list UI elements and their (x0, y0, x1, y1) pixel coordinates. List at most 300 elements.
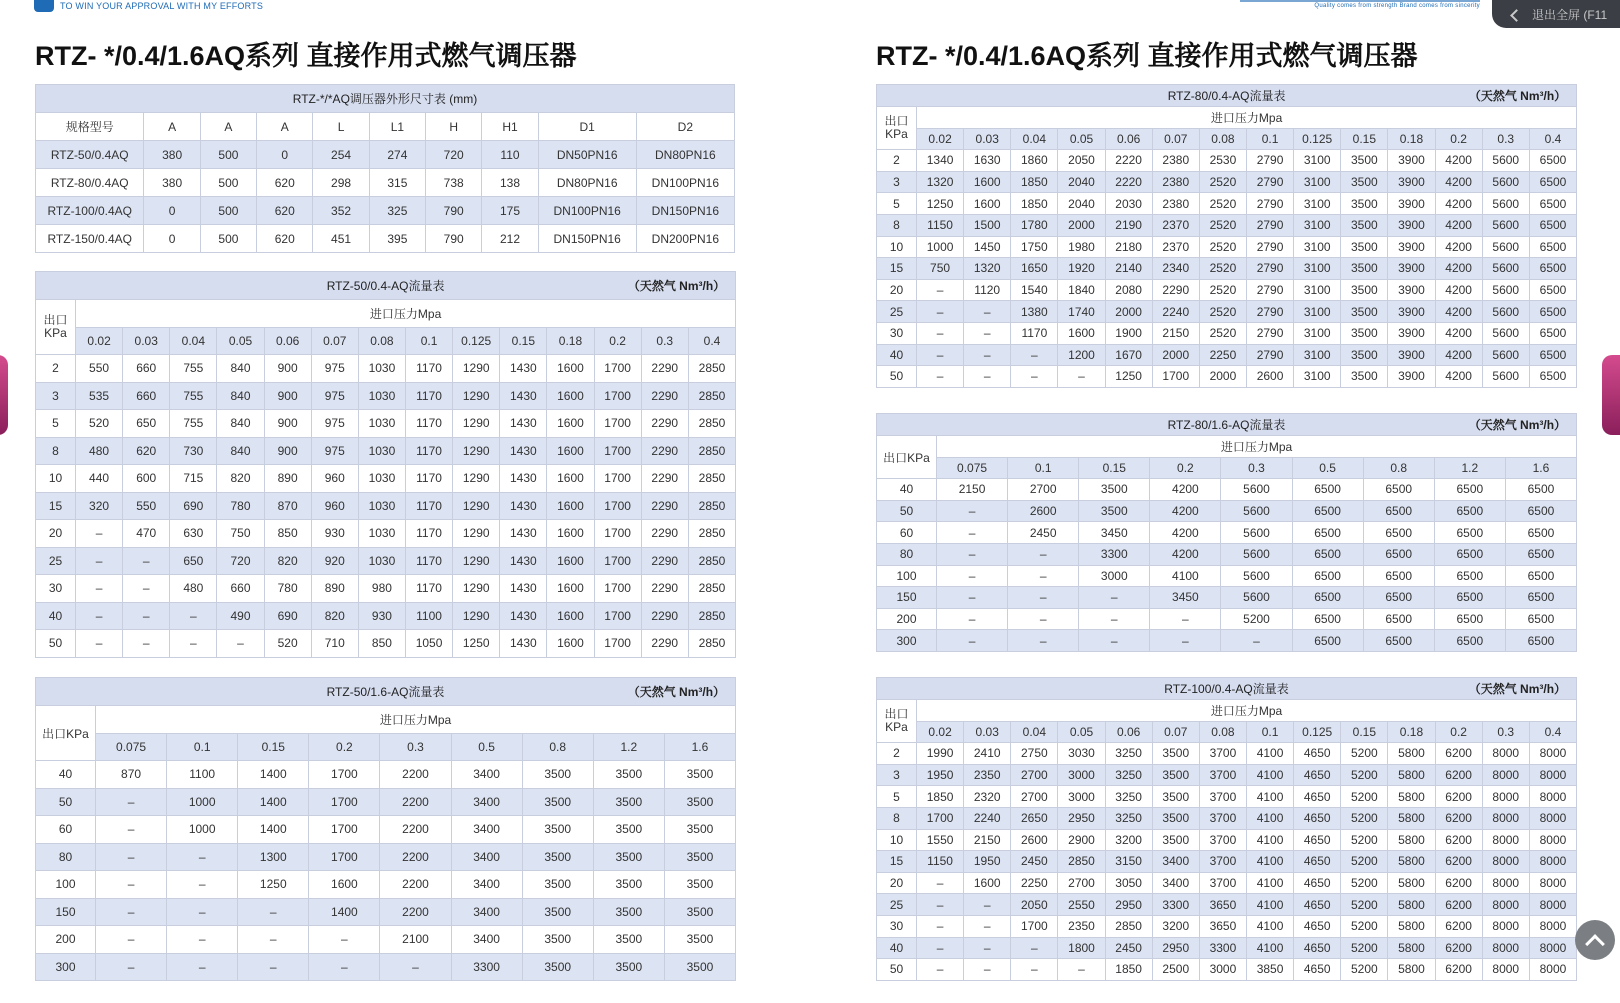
exit-fullscreen-button[interactable] (1492, 0, 1620, 28)
table-row (877, 214, 1577, 236)
table-row (36, 225, 735, 253)
table-cell: 3900 (1388, 236, 1435, 258)
table-cell: 2000 (1199, 366, 1246, 388)
table-cell: 4650 (1294, 937, 1341, 959)
table-cell: 2790 (1246, 171, 1293, 193)
table-cell: 2290 (641, 547, 688, 575)
table-cell: 2050 (1011, 894, 1058, 916)
table-cell: 60 (877, 522, 937, 544)
table-cell: 2600 (1008, 500, 1079, 522)
table-row (877, 150, 1577, 172)
table-cell: 490 (217, 602, 264, 630)
table-row (877, 258, 1577, 280)
table-cell: – (96, 816, 167, 844)
table-cell: 8000 (1482, 894, 1529, 916)
table-cell: 5 (36, 410, 76, 438)
table-cell: – (937, 608, 1008, 630)
flow-grid (876, 413, 1577, 652)
table-cell: 2790 (1246, 322, 1293, 344)
table-cell: 4650 (1294, 807, 1341, 829)
table-cell: 6500 (1292, 565, 1363, 587)
table-cell: – (917, 322, 964, 344)
table-cell: – (937, 522, 1008, 544)
table-cell: 3500 (1341, 258, 1388, 280)
table-cell: 730 (170, 437, 217, 465)
table-row (36, 520, 736, 548)
table-cell: 1380 (1011, 301, 1058, 323)
table-cell: – (380, 953, 451, 981)
table-title: RTZ-50/0.4-AQ流量表 (326, 279, 445, 293)
flow-table-rtz50-16 (35, 677, 735, 981)
table-cell: 6500 (1505, 500, 1576, 522)
table-cell: 380 (144, 169, 200, 197)
pressure-header: 0.4 (1529, 128, 1576, 150)
flow-grid (876, 84, 1577, 388)
table-cell: 4200 (1435, 366, 1482, 388)
table-cell: 6500 (1434, 630, 1505, 652)
table-cell: 5800 (1388, 937, 1435, 959)
table-cell: 3400 (451, 761, 522, 789)
table-cell: 3100 (1294, 301, 1341, 323)
table-row (36, 410, 736, 438)
table-cell: 1700 (594, 465, 641, 493)
column-header: L (313, 113, 369, 141)
table-cell: 2520 (1199, 236, 1246, 258)
table-cell: 4650 (1294, 786, 1341, 808)
table-cell: 1600 (547, 465, 594, 493)
table-cell: – (1079, 587, 1150, 609)
brand-right-subtitle: Quality comes from strength Brand comes from sincerity (1314, 3, 1480, 9)
table-row (877, 807, 1577, 829)
table-cell: 5800 (1388, 851, 1435, 873)
inlet-pressure-label: 进口压力Mpa (917, 700, 1577, 722)
table-cell: 900 (264, 437, 311, 465)
table-cell: 1550 (917, 829, 964, 851)
table-cell: 6500 (1292, 587, 1363, 609)
table-cell: 2290 (641, 520, 688, 548)
table-cell: 620 (257, 197, 313, 225)
table-cell: – (1008, 608, 1079, 630)
table-row (877, 608, 1577, 630)
table-cell: 6500 (1529, 344, 1576, 366)
table-cell: 1900 (1105, 322, 1152, 344)
table-cell: 2900 (1058, 829, 1105, 851)
table-cell: 6500 (1505, 522, 1576, 544)
table-row (877, 915, 1577, 937)
table-cell: 620 (257, 225, 313, 253)
pressure-header: 0.03 (964, 721, 1011, 743)
table-cell: 1980 (1058, 236, 1105, 258)
pressure-header: 0.075 (96, 733, 167, 761)
table-cell: 2250 (1011, 872, 1058, 894)
table-unit: （天然气 Nm³/h） (1468, 89, 1567, 103)
table-cell: – (964, 301, 1011, 323)
table-cell: 2410 (964, 743, 1011, 765)
table-cell: 3100 (1294, 214, 1341, 236)
back-to-top-button[interactable] (1575, 920, 1615, 960)
table-cell: 2600 (1246, 366, 1293, 388)
chevron-up-icon (1585, 934, 1605, 954)
table-cell: 2380 (1152, 193, 1199, 215)
table-cell: – (76, 630, 123, 658)
table-row (877, 743, 1577, 765)
table-cell: 930 (358, 602, 405, 630)
table-cell: 820 (217, 465, 264, 493)
table-cell: 1600 (547, 355, 594, 383)
pressure-header: 0.02 (76, 327, 123, 355)
table-cell: 650 (123, 410, 170, 438)
table-cell: 870 (264, 492, 311, 520)
table-cell: 298 (313, 169, 369, 197)
table-cell: 3400 (451, 898, 522, 926)
table-cell: 6500 (1505, 587, 1576, 609)
table-cell: 8 (877, 807, 917, 829)
table-cell: 480 (76, 437, 123, 465)
table-row (36, 630, 736, 658)
table-cell: DN100PN16 (636, 169, 734, 197)
table-cell: 1650 (1011, 258, 1058, 280)
table-cell: 1670 (1105, 344, 1152, 366)
pressure-header: 0.18 (1388, 721, 1435, 743)
table-cell: 2850 (688, 437, 735, 465)
table-cell: 4100 (1150, 565, 1221, 587)
table-cell: 1700 (594, 355, 641, 383)
table-cell: – (1008, 630, 1079, 652)
table-cell: 3500 (664, 788, 735, 816)
table-cell: 5800 (1388, 807, 1435, 829)
page-title-left: RTZ- */0.4/1.6AQ系列 直接作用式燃气调压器 (35, 41, 577, 71)
table-row (877, 322, 1577, 344)
table-cell: – (937, 565, 1008, 587)
table-row (36, 953, 736, 981)
table-cell: 3500 (522, 816, 593, 844)
header-row (36, 113, 735, 141)
table-cell: 4650 (1294, 894, 1341, 916)
column-header: 规格型号 (36, 113, 144, 141)
table-cell: 3900 (1388, 344, 1435, 366)
table-cell: 1120 (964, 279, 1011, 301)
table-cell: 1300 (238, 843, 309, 871)
table-cell: 2040 (1058, 171, 1105, 193)
table-cell: 1600 (547, 520, 594, 548)
table-title: RTZ-100/0.4-AQ流量表 (1164, 682, 1289, 696)
table-cell: 8000 (1482, 915, 1529, 937)
table-cell: 451 (313, 225, 369, 253)
table-cell: 6500 (1505, 608, 1576, 630)
table-cell: 1170 (405, 492, 452, 520)
table-cell: 750 (917, 258, 964, 280)
table-cell: 2850 (688, 382, 735, 410)
table-cell: 2 (877, 150, 917, 172)
table-cell: 6200 (1435, 764, 1482, 786)
table-cell: 1740 (1058, 301, 1105, 323)
table-cell: 8000 (1529, 894, 1576, 916)
table-cell: 40 (877, 479, 937, 501)
table-cell: – (217, 630, 264, 658)
pressure-header: 0.1 (405, 327, 452, 355)
table-cell: 6500 (1529, 193, 1576, 215)
table-cell: – (937, 587, 1008, 609)
table-cell: 3500 (664, 761, 735, 789)
next-page-tab[interactable] (1602, 355, 1620, 435)
table-cell: 3 (36, 382, 76, 410)
table-cell: 2790 (1246, 214, 1293, 236)
table-cell: 1430 (500, 630, 547, 658)
table-cell: 660 (123, 355, 170, 383)
table-cell: 6500 (1505, 543, 1576, 565)
table-cell: 6500 (1292, 543, 1363, 565)
table-cell: 1170 (1011, 322, 1058, 344)
column-header: H1 (482, 113, 538, 141)
table-cell: 3250 (1105, 743, 1152, 765)
table-cell: 1000 (167, 788, 238, 816)
table-row (877, 543, 1577, 565)
table-cell: 1430 (500, 410, 547, 438)
table-cell: DN200PN16 (636, 225, 734, 253)
table-cell: 3900 (1388, 214, 1435, 236)
table-cell: 850 (358, 630, 405, 658)
table-cell: – (1221, 630, 1292, 652)
table-cell: 1320 (917, 171, 964, 193)
table-cell: 8000 (1529, 829, 1576, 851)
table-cell: 3300 (1079, 543, 1150, 565)
flow-table-rtz50-04 (35, 271, 735, 658)
table-cell: 2190 (1105, 214, 1152, 236)
table-cell: 8000 (1529, 743, 1576, 765)
table-cell: 975 (311, 410, 358, 438)
table-cell: 1030 (358, 547, 405, 575)
brand-right (1240, 0, 1480, 11)
table-cell: 4100 (1246, 829, 1293, 851)
table-cell: 840 (217, 437, 264, 465)
pressure-header: 0.2 (309, 733, 380, 761)
table-cell: 6500 (1529, 214, 1576, 236)
table-cell: 520 (264, 630, 311, 658)
table-cell: 1840 (1058, 279, 1105, 301)
table-cell: 1700 (917, 807, 964, 829)
table-cell: 1600 (964, 193, 1011, 215)
table-cell: 2290 (641, 437, 688, 465)
table-cell: 380 (144, 141, 200, 169)
table-cell: 60 (36, 816, 96, 844)
table-cell: 3650 (1199, 894, 1246, 916)
table-cell: 1850 (917, 786, 964, 808)
table-cell: 50 (36, 630, 76, 658)
table-cell: 4100 (1246, 915, 1293, 937)
table-cell: 3500 (522, 926, 593, 954)
table-row (877, 829, 1577, 851)
table-cell: 1290 (453, 355, 500, 383)
table-cell: 2290 (641, 410, 688, 438)
pressure-header: 0.2 (1150, 457, 1221, 479)
table-cell: 1600 (547, 575, 594, 603)
table-cell: 2850 (1058, 851, 1105, 873)
table-cell: 4650 (1294, 764, 1341, 786)
table-cell: 3900 (1388, 279, 1435, 301)
table-cell: – (123, 602, 170, 630)
flow-table-rtz80-16 (876, 413, 1576, 652)
table-cell: 2200 (380, 788, 451, 816)
table-cell: 5200 (1341, 743, 1388, 765)
table-cell: 1430 (500, 465, 547, 493)
table-cell: 5200 (1341, 764, 1388, 786)
table-cell: 2290 (1152, 279, 1199, 301)
table-cell: 5600 (1482, 366, 1529, 388)
table-cell: – (964, 344, 1011, 366)
table-cell: 870 (96, 761, 167, 789)
table-cell: 175 (482, 197, 538, 225)
table-row (877, 522, 1577, 544)
table-cell: – (167, 926, 238, 954)
table-cell: 2150 (937, 479, 1008, 501)
table-cell: 750 (217, 520, 264, 548)
table-title: RTZ-50/1.6-AQ流量表 (326, 685, 445, 699)
table-cell: 3700 (1199, 786, 1246, 808)
table-cell: 150 (36, 898, 96, 926)
pressure-header: 0.05 (1058, 721, 1105, 743)
table-cell: 2350 (1058, 915, 1105, 937)
pressure-header: 0.125 (1294, 721, 1341, 743)
pressure-header: 0.02 (917, 128, 964, 150)
table-cell: 1290 (453, 575, 500, 603)
table-cell: 470 (123, 520, 170, 548)
table-cell: – (917, 894, 964, 916)
table-cell: DN50PN16 (538, 141, 636, 169)
table-cell: 3500 (522, 788, 593, 816)
table-cell: – (123, 575, 170, 603)
table-cell: 4200 (1435, 279, 1482, 301)
company-logo (34, 0, 54, 12)
table-cell: 1780 (1011, 214, 1058, 236)
table-cell: 4650 (1294, 829, 1341, 851)
table-row (877, 851, 1577, 873)
table-cell: 20 (36, 520, 76, 548)
table-cell: 20 (877, 872, 917, 894)
table-cell: 2850 (688, 575, 735, 603)
table-cell: 6500 (1529, 301, 1576, 323)
pressure-header: 0.125 (453, 327, 500, 355)
table-cell: 2790 (1246, 150, 1293, 172)
table-cell: 4100 (1246, 937, 1293, 959)
table-cell: 15 (877, 851, 917, 873)
table-cell: – (123, 547, 170, 575)
table-cell: DN80PN16 (636, 141, 734, 169)
pressure-header: 0.06 (1105, 721, 1152, 743)
inlet-label-row (877, 436, 1577, 458)
table-cell: 1430 (500, 355, 547, 383)
table-cell: 4100 (1246, 786, 1293, 808)
table-cell: 4200 (1435, 193, 1482, 215)
table-cell: 2450 (1008, 522, 1079, 544)
table-cell: 500 (200, 225, 256, 253)
table-cell: 1030 (358, 520, 405, 548)
table-cell: 2700 (1008, 479, 1079, 501)
table-cell: 1150 (917, 214, 964, 236)
table-cell: 1450 (964, 236, 1011, 258)
table-cell: – (96, 898, 167, 926)
column-header: D2 (636, 113, 734, 141)
table-row (877, 959, 1577, 981)
table-cell: 1600 (547, 492, 594, 520)
table-cell: 10 (36, 465, 76, 493)
table-cell: 5600 (1482, 258, 1529, 280)
table-cell: 8000 (1529, 807, 1576, 829)
table-cell: 1750 (1011, 236, 1058, 258)
table-cell: 2290 (641, 355, 688, 383)
table-cell: 6500 (1529, 236, 1576, 258)
table-cell: 3500 (664, 953, 735, 981)
table-cell: 1030 (358, 355, 405, 383)
table-cell: – (1011, 366, 1058, 388)
table-cell: 100 (877, 565, 937, 587)
table-cell: – (964, 915, 1011, 937)
pressure-header: 0.15 (238, 733, 309, 761)
table-cell: 2520 (1199, 279, 1246, 301)
table-cell: 3250 (1105, 786, 1152, 808)
table-cell: 4200 (1435, 214, 1482, 236)
table-cell: 6500 (1529, 258, 1576, 280)
pressure-header: 0.04 (170, 327, 217, 355)
table-cell: – (76, 547, 123, 575)
table-cell: 930 (311, 520, 358, 548)
pressure-header: 1.2 (1434, 457, 1505, 479)
table-cell: 840 (217, 410, 264, 438)
table-cell: 6200 (1435, 894, 1482, 916)
table-cell: – (937, 630, 1008, 652)
table-cell: – (1011, 344, 1058, 366)
table-cell: 2450 (1011, 851, 1058, 873)
table-cell: 1030 (358, 465, 405, 493)
table-cell: 25 (877, 894, 917, 916)
table-cell: 1290 (453, 382, 500, 410)
table-cell: 5600 (1482, 150, 1529, 172)
table-cell: – (964, 322, 1011, 344)
table-cell: 820 (311, 602, 358, 630)
pressure-header-row (36, 327, 736, 355)
table-cell: 520 (76, 410, 123, 438)
table-cell: 2200 (380, 843, 451, 871)
pressure-header: 1.2 (593, 733, 664, 761)
table-cell: 3500 (1152, 786, 1199, 808)
table-cell: 1430 (500, 437, 547, 465)
pressure-header: 0.1 (1008, 457, 1079, 479)
table-cell: 300 (877, 630, 937, 652)
table-cell: 3500 (1341, 236, 1388, 258)
table-row (36, 197, 735, 225)
table-cell: 3700 (1199, 829, 1246, 851)
table-cell: 3700 (1199, 872, 1246, 894)
table-cell: 1290 (453, 492, 500, 520)
table-cell: – (309, 953, 380, 981)
table-cell: 650 (170, 547, 217, 575)
table-cell: 4100 (1246, 851, 1293, 873)
pressure-header: 0.4 (1529, 721, 1576, 743)
table-cell: 3500 (1341, 279, 1388, 301)
table-row (877, 630, 1577, 652)
table-cell: 2950 (1058, 807, 1105, 829)
table-cell: 3 (877, 171, 917, 193)
table-cell: 6500 (1505, 630, 1576, 652)
pressure-header: 0.2 (1435, 721, 1482, 743)
prev-page-tab[interactable] (0, 355, 8, 435)
pressure-header: 0.18 (547, 327, 594, 355)
table-cell: 1600 (547, 602, 594, 630)
table-cell: 8000 (1529, 915, 1576, 937)
table-cell: 6500 (1434, 608, 1505, 630)
table-cell: 5600 (1482, 344, 1529, 366)
pressure-header: 0.07 (1152, 721, 1199, 743)
table-cell: 3500 (664, 898, 735, 926)
